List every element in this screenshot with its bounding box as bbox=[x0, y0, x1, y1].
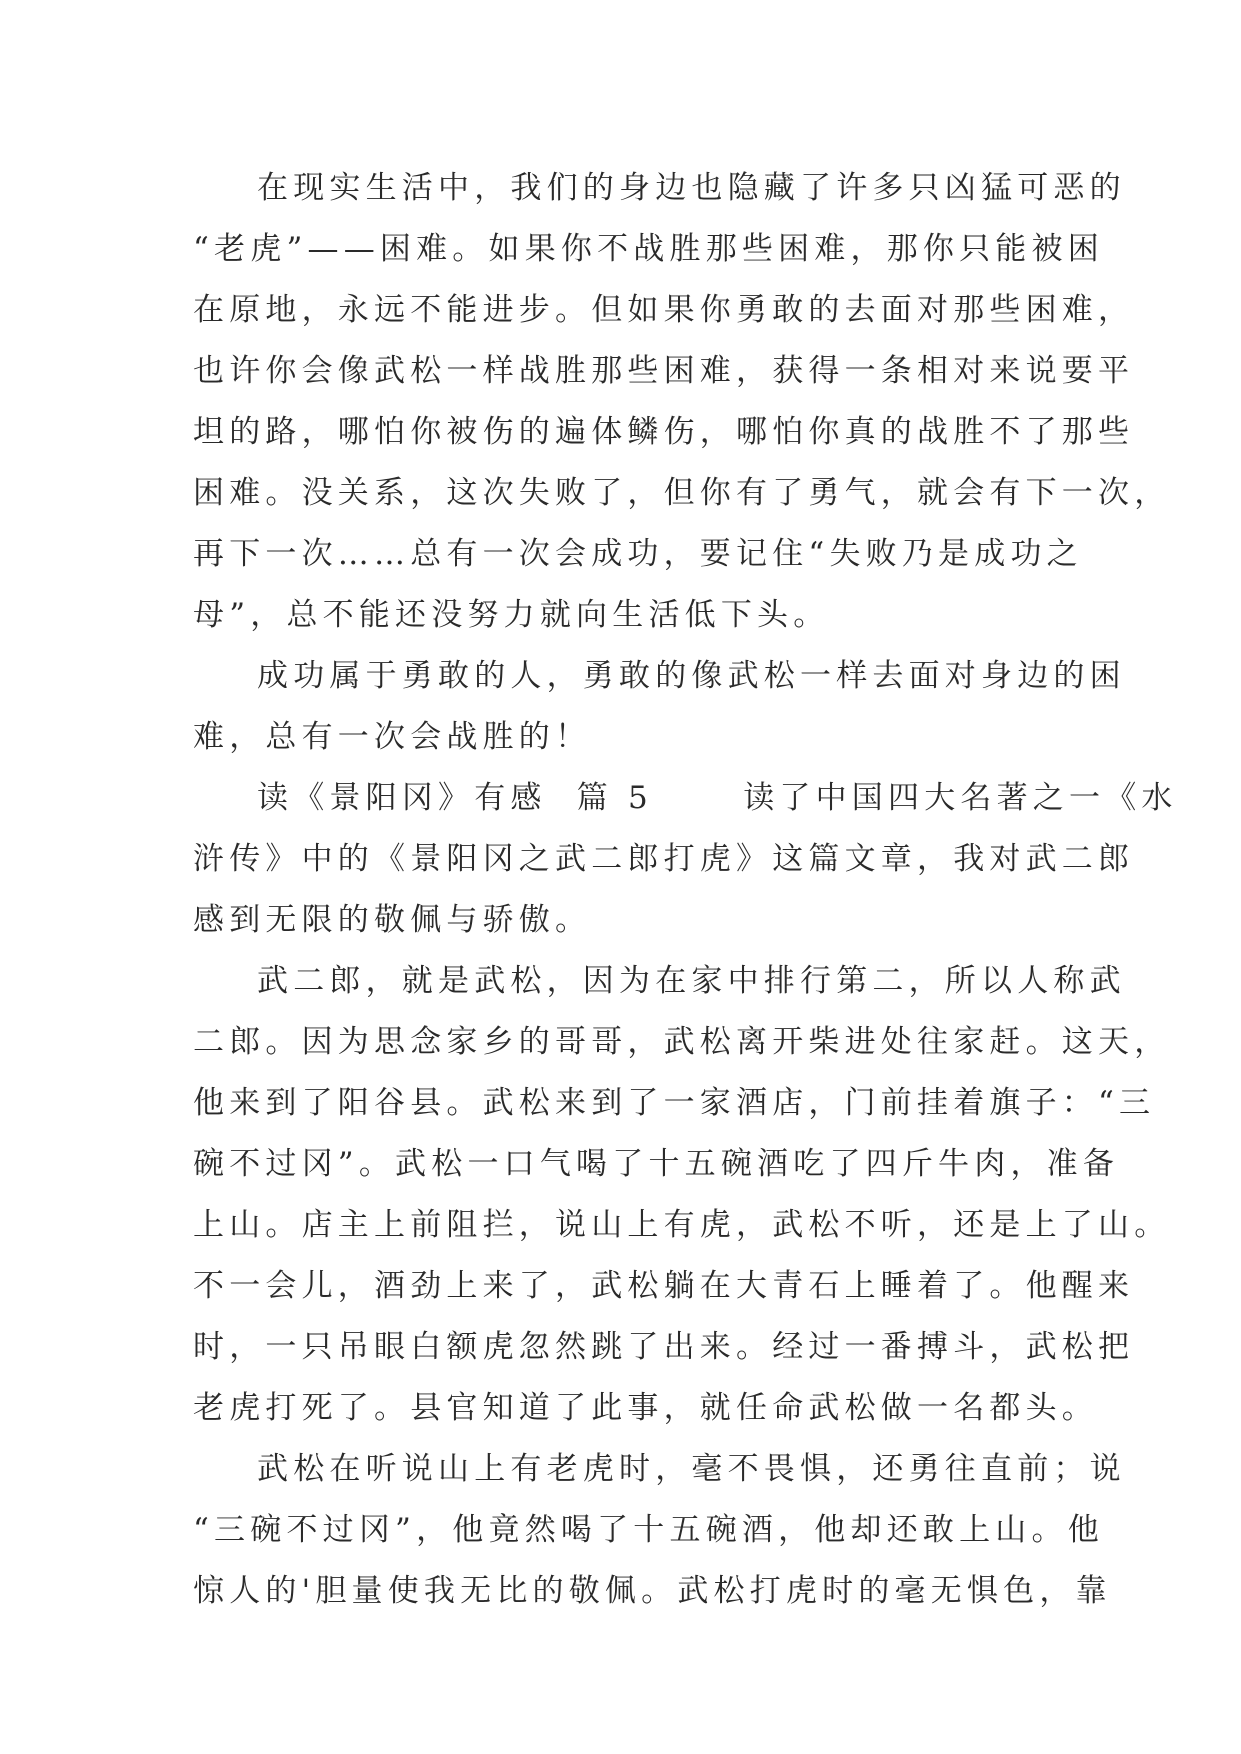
paragraph-line: 上山。店主上前阻拦，说山上有虎，武松不听，还是上了山。 bbox=[193, 1207, 1171, 1243]
paragraph-line: 再下一次……总有一次会成功，要记住“失败乃是成功之 bbox=[193, 536, 1083, 572]
paragraph-line: 他来到了阳谷县。武松来到了一家酒店，门前挂着旗子：“三 bbox=[193, 1085, 1156, 1121]
paragraph-line: 坦的路，哪怕你被伤的遍体鳞伤，哪怕你真的战胜不了那些 bbox=[193, 414, 1135, 450]
paragraph-line: 也许你会像武松一样战胜那些困难，获得一条相对来说要平 bbox=[193, 353, 1135, 389]
paragraph-line: 武二郎，就是武松，因为在家中排行第二，所以人称武 bbox=[257, 963, 1126, 999]
paragraph-line: 在现实生活中，我们的身边也隐藏了许多只凶猛可恶的 bbox=[257, 170, 1126, 206]
paragraph-line: “三碗不过冈”，他竟然喝了十五碗酒，他却还敢上山。他 bbox=[193, 1512, 1104, 1548]
section-heading-line: 读《景阳冈》有感 篇 5 读了中国四大名著之一《水 bbox=[257, 780, 1178, 816]
paragraph-line: 惊人的'胆量使我无比的敬佩。武松打虎时的毫无惧色，靠 bbox=[193, 1573, 1112, 1609]
paragraph-line: 碗不过冈”。武松一口气喝了十五碗酒吃了四斤牛肉，准备 bbox=[193, 1146, 1120, 1182]
paragraph-line: 浒传》中的《景阳冈之武二郎打虎》这篇文章，我对武二郎 bbox=[193, 841, 1135, 877]
paragraph-line: 不一会儿，酒劲上来了，武松躺在大青石上睡着了。他醒来 bbox=[193, 1268, 1135, 1304]
paragraph-line: 老虎打死了。县官知道了此事，就任命武松做一名都头。 bbox=[193, 1390, 1098, 1426]
paragraph-line: 在原地，永远不能进步。但如果你勇敢的去面对那些困难， bbox=[193, 292, 1135, 328]
paragraph-line: 感到无限的敬佩与骄傲。 bbox=[193, 902, 592, 938]
paragraph-line: 时，一只吊眼白额虎忽然跳了出来。经过一番搏斗，武松把 bbox=[193, 1329, 1135, 1365]
paragraph-line: 成功属于勇敢的人，勇敢的像武松一样去面对身边的困 bbox=[257, 658, 1126, 694]
paragraph-line: 难，总有一次会战胜的！ bbox=[193, 719, 592, 755]
paragraph-line: 二郎。因为思念家乡的哥哥，武松离开柴进处往家赶。这天， bbox=[193, 1024, 1171, 1060]
paragraph-line: 母”，总不能还没努力就向生活低下头。 bbox=[193, 597, 830, 633]
text-column bbox=[193, 158, 1178, 1622]
paragraph-line: 困难。没关系，这次失败了，但你有了勇气，就会有下一次， bbox=[193, 475, 1171, 511]
paragraph-line: “老虎”——困难。如果你不战胜那些困难，那你只能被困 bbox=[193, 231, 1104, 267]
paragraph-line: 武松在听说山上有老虎时，毫不畏惧，还勇往直前；说 bbox=[257, 1451, 1126, 1487]
